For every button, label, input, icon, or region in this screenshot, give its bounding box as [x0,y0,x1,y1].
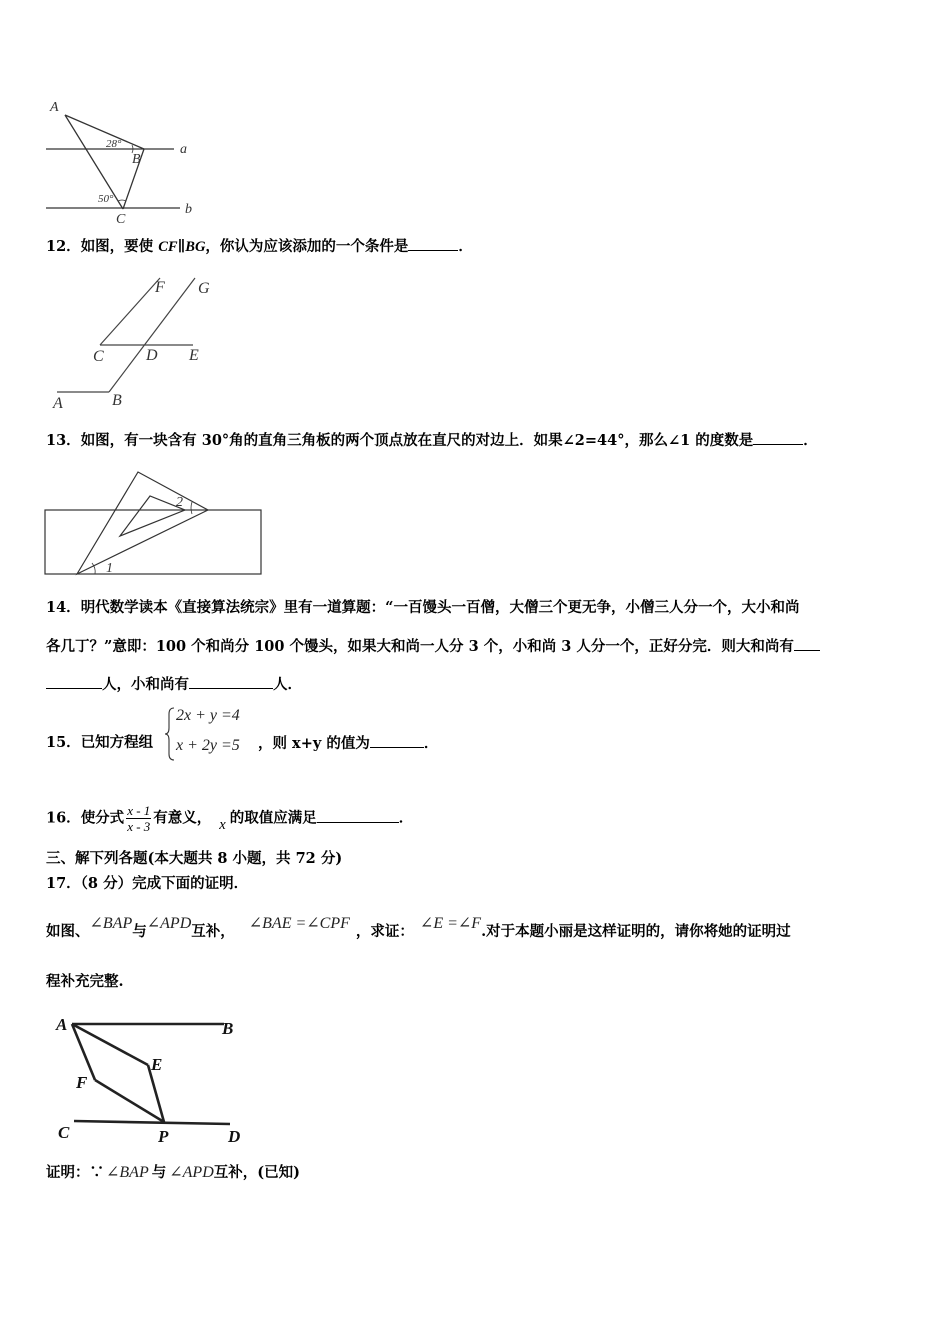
q16-answer-blank[interactable] [317,808,399,823]
segment-af [72,1024,95,1080]
label-B: B [132,152,141,167]
angle-arc-2 [191,502,192,514]
q16-number: 16． [46,809,81,827]
q17-proof-angle-bap: ∠BAP [106,1164,149,1181]
question-17-proof-line-1 [46,1163,300,1183]
label-angle-2: 2 [176,495,183,510]
figure-q17 [50,1008,260,1150]
angle-arc-1 [92,563,95,574]
triangle-outer [77,472,208,574]
label-F: F [76,1073,88,1092]
q16-fraction-numerator: x - 1 [127,803,151,818]
question-14-line-1 [46,598,800,618]
label-E: E [189,347,199,364]
label-D: D [228,1127,241,1146]
q17-proof-angle-apd: ∠APD [169,1164,214,1181]
q14-answer-blank-2[interactable] [189,674,273,689]
q12-end: ． [458,238,473,255]
label-B: B [112,392,122,409]
question-17-title: 17．（8 分）完成下面的证明． [46,875,249,892]
segment-ab [65,115,144,149]
q15-equation-2: x + 2y =5 [176,737,240,754]
label-A: A [53,395,63,412]
label-P: P [158,1127,169,1146]
label-angle-28: 28° [106,138,122,150]
ruler [45,510,261,574]
q17-text-d: ，求证： [355,923,414,940]
q16-text-post: 的取值应满足 [229,809,317,827]
q14-number: 14． [46,599,81,616]
figure-q12 [45,272,225,414]
q13-end: ． [803,432,818,449]
label-a: a [180,142,187,157]
q15-number: 15． [46,734,81,751]
label-A: A [56,1015,68,1034]
q16-text-pre: 使分式 [80,809,125,827]
q12-answer-blank[interactable] [408,236,458,251]
q13-text: 如图，有一块含有 30°角的直角三角板的两个顶点放在直尺的对边上．如果∠2=44°，那么∠1 的度数是 [80,432,754,449]
q14-line-3-a: 人，小和尚有 [102,676,189,693]
q15-answer-blank[interactable] [370,733,424,748]
q15-end: ． [423,735,439,752]
q16-text-mid: 有意义， [153,809,212,827]
q16-end: ． [398,809,414,827]
label-angle-1: 1 [106,561,113,576]
q16-variable: x [219,816,226,833]
q17-condition: ∠BAE =∠CPF [248,915,350,932]
q15-text-pre: 已知方程组 [80,734,154,751]
question-17-line-2: 程补充完整. [46,973,124,990]
line-cf [100,278,160,345]
q12-condition: CF∥BG [158,239,206,255]
label-F: F [155,279,165,296]
q14-line-1: 明代数学读本《直接算法统宗》里有一道算题：“一百馒头一百僧，大僧三个更无争，小僧三人分一个，大小和尚 [80,599,800,616]
q13-answer-blank[interactable] [753,430,803,445]
angle-arc-c [118,200,126,201]
q12-text-pre: 如图，要使 [80,238,159,255]
q16-fraction [126,803,151,834]
q17-proof-b: 与 [151,1164,167,1181]
question-15-tail [258,733,438,754]
q17-text-e: .对于本题小丽是这样证明的，请你将她的证明过 [481,923,791,940]
label-angle-50: 50° [98,193,114,205]
label-D: D [146,347,158,364]
label-C: C [116,212,126,227]
question-15 [46,733,153,753]
q12-text-post: ，你认为应该添加的一个条件是 [205,238,409,255]
question-17-line-1 [46,915,791,942]
segment-ac [65,115,123,209]
q17-proof-a: 证明：∵ [46,1164,104,1181]
q17-text-c: 互补， [191,923,235,940]
question-13 [46,430,818,451]
label-A: A [50,100,59,115]
q17-text-a: 如图、 [46,923,90,940]
q17-goal: ∠E =∠F [419,915,482,932]
label-C: C [58,1123,70,1142]
q16-fraction-denominator: x - 3 [127,819,151,834]
figure-q13 [40,464,270,582]
q14-answer-blank-1b[interactable] [46,674,102,689]
label-b: b [185,202,192,217]
line-cd [74,1121,230,1124]
q15-equation-1: 2x + y =4 [176,707,240,724]
q17-proof-c: 互补，(已知) [213,1164,300,1181]
q15-system-brace [164,706,176,762]
q17-text-b: 与 [132,923,147,940]
label-C: C [93,348,104,365]
segment-ae [72,1024,148,1065]
q13-number: 13． [46,432,81,449]
q14-answer-blank-1a[interactable] [794,636,820,651]
question-16 [46,803,413,834]
question-14-line-3 [46,674,302,695]
q14-line-3-b: 人． [273,676,302,693]
section-3-title: 三、解下列各题(本大题共 8 小题，共 72 分) [46,850,343,867]
line-bg [109,278,195,392]
q15-text-post: ，则 x+y 的值为 [258,735,370,752]
label-G: G [198,280,210,297]
label-B: B [222,1019,234,1038]
figure-q11 [40,95,210,230]
q12-number: 12． [46,238,81,255]
question-12 [46,236,473,257]
q17-angle-bap: ∠BAP [89,915,133,932]
q14-line-2: 各几丁？”意即：100 个和尚分 100 个馒头，如果大和尚一人分 3 个，小和尚 3 人分一个，正好分完．则大和尚有 [46,638,794,655]
label-E: E [151,1055,163,1074]
question-14-line-2 [46,636,820,657]
q17-angle-apd: ∠APD [146,915,192,932]
